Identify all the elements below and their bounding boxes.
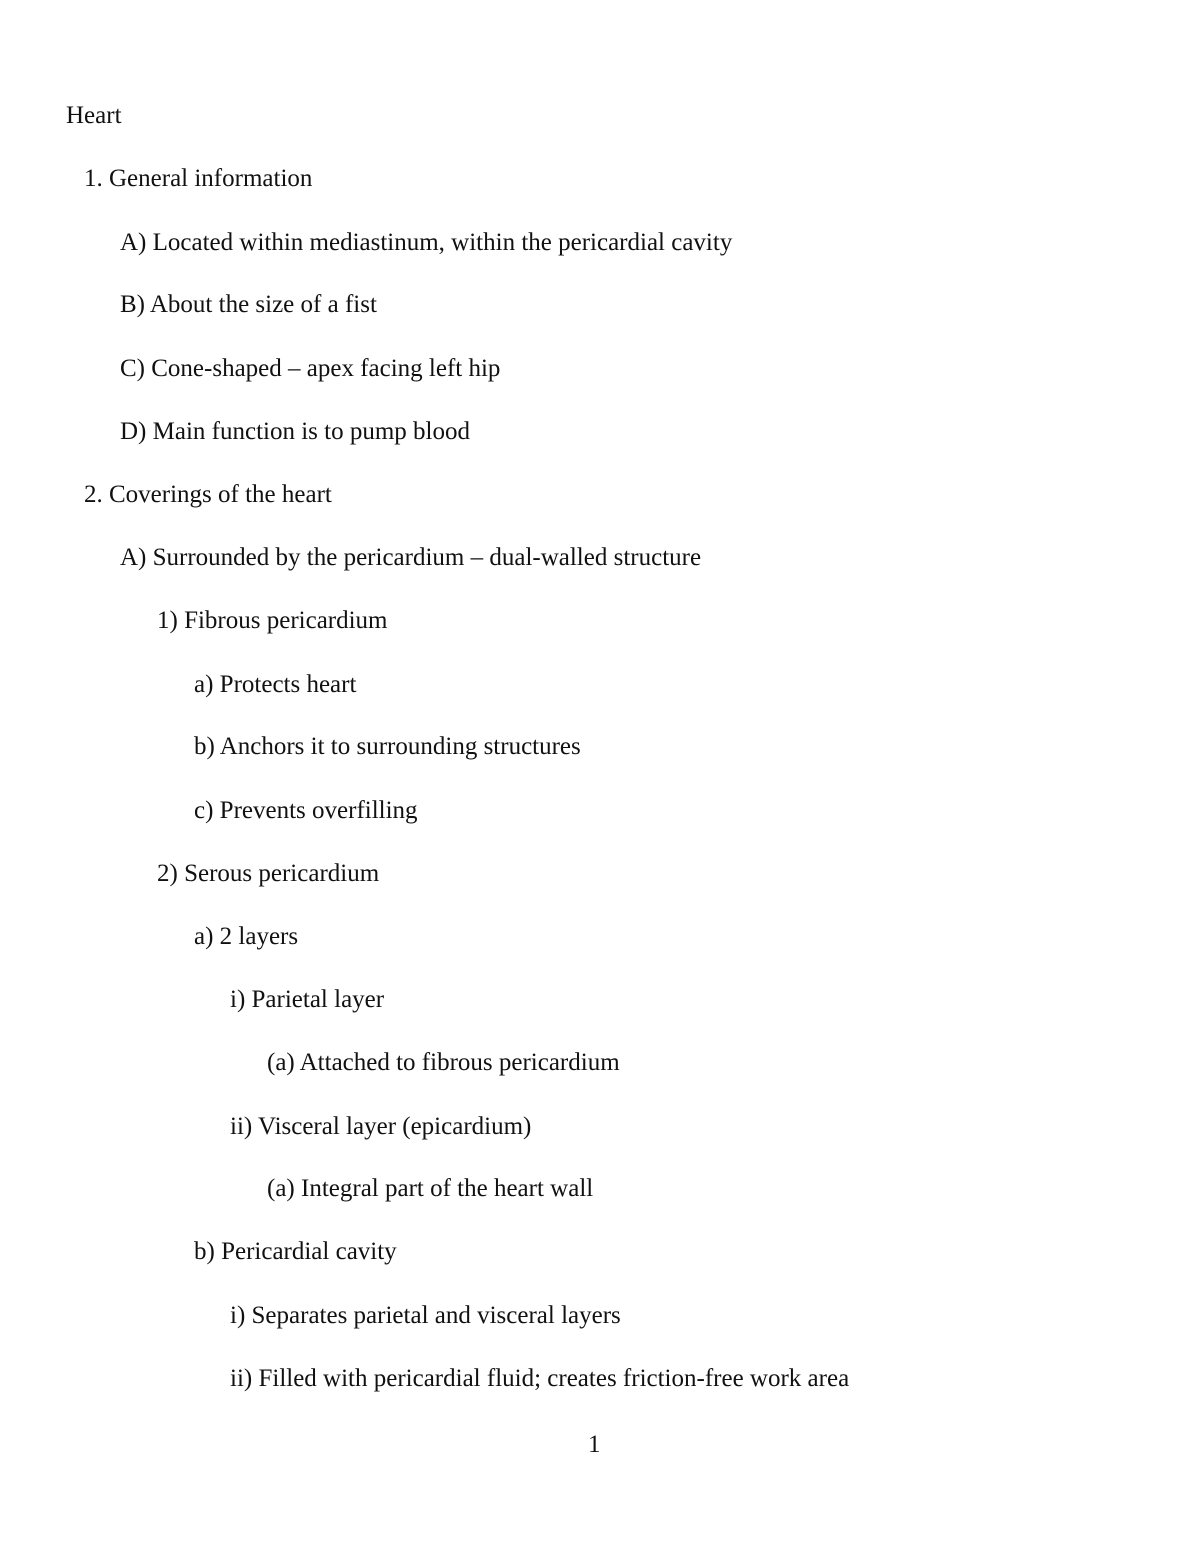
outline-item: ii) Visceral layer (epicardium)	[230, 1113, 532, 1140]
outline-item: 1) Fibrous pericardium	[157, 607, 388, 634]
outline-item: 1. General information	[84, 165, 313, 192]
outline-item: 2) Serous pericardium	[157, 860, 380, 887]
outline-item: a) Protects heart	[194, 671, 357, 698]
outline-item: c) Prevents overfilling	[194, 797, 418, 824]
outline-item: 2. Coverings of the heart	[84, 481, 332, 508]
outline-item: (a) Integral part of the heart wall	[267, 1175, 594, 1202]
outline-item: B) About the size of a fist	[120, 291, 377, 318]
outline-item: i) Parietal layer	[230, 986, 385, 1013]
page-number: 1	[588, 1431, 601, 1458]
outline-item: b) Anchors it to surrounding structures	[194, 733, 581, 760]
outline-item: i) Separates parietal and visceral layers	[230, 1302, 621, 1329]
outline-item: D) Main function is to pump blood	[120, 418, 470, 445]
outline-item: b) Pericardial cavity	[194, 1238, 397, 1265]
outline-item: A) Located within mediastinum, within the pericardial cavity	[120, 229, 733, 256]
outline-item: a) 2 layers	[194, 923, 299, 950]
outline-item: ii) Filled with pericardial fluid; creates friction-free work area	[230, 1365, 850, 1392]
outline-item: (a) Attached to fibrous pericardium	[267, 1049, 620, 1076]
outline-item: C) Cone-shaped – apex facing left hip	[120, 355, 501, 382]
document-title: Heart	[66, 102, 122, 129]
outline-item: A) Surrounded by the pericardium – dual-walled structure	[120, 544, 702, 571]
